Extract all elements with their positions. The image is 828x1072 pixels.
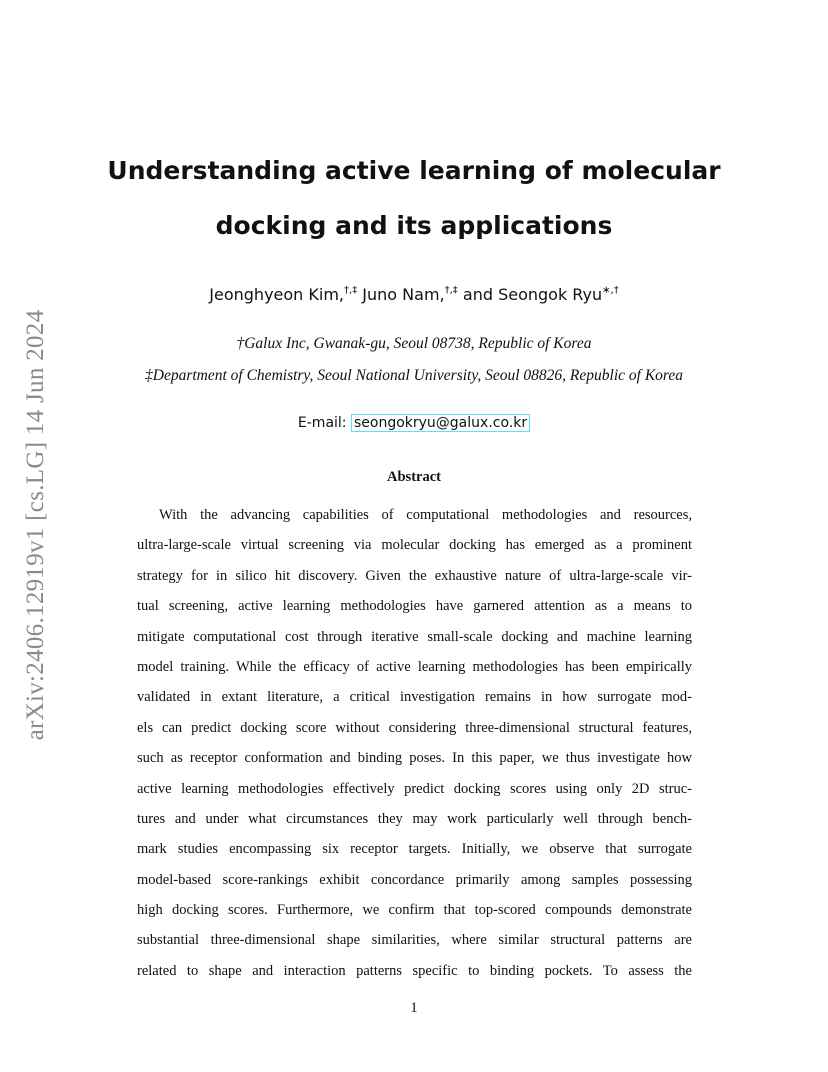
abstract-line: model-based score-rankings exhibit concordance primarily among samples possessing — [137, 871, 692, 888]
abstract-line: With the advancing capabilities of computational methodologies and resources, — [159, 507, 692, 523]
affiliation-snu-chemistry: ‡Department of Chemistry, Seoul National University, Seoul 08826, Republic of Korea — [145, 367, 683, 384]
abstract-line: tual screening, active learning methodologies have garnered attention as a means to — [137, 598, 692, 615]
abstract-line: mitigate computational cost through iterative small-scale docking and machine learning — [137, 628, 692, 645]
abstract-line: high docking scores. Furthermore, we confirm that top-scored compounds demonstrate — [137, 902, 692, 919]
abstract-line: model training. While the efficacy of active learning methodologies has been empirically — [137, 658, 692, 675]
author-name: Jeonghyeon Kim, — [209, 285, 345, 304]
abstract-line: strategy for in silico hit discovery. Given the exhaustive nature of ultra-large-scale vir- — [137, 567, 692, 584]
author-affiliation-marks: †,‡ — [344, 285, 358, 296]
abstract-line: validated in extant literature, a critical investigation remains in how surrogate mod- — [137, 689, 692, 706]
abstract-heading: Abstract — [387, 469, 441, 485]
page-number: 1 — [410, 1000, 418, 1016]
abstract-line: tures and under what circumstances they may work particularly well through bench- — [137, 810, 692, 827]
author-affiliation-marks: ∗,† — [602, 285, 619, 296]
author-affiliation-marks: †,‡ — [444, 285, 458, 296]
abstract-line: such as receptor conformation and binding poses. In this paper, we thus investigate how — [137, 750, 692, 767]
abstract-line: els can predict docking score without considering three-dimensional structural features, — [137, 719, 692, 736]
author-list — [0, 285, 828, 304]
author-name: Juno Nam, — [357, 285, 445, 304]
abstract-line: mark studies encompassing six receptor targets. Initially, we observe that surrogate — [137, 841, 692, 858]
abstract-line: ultra-large-scale virtual screening via molecular docking has emerged as a prominent — [137, 537, 692, 554]
abstract-line: related to shape and interaction patterns specific to binding pockets. To assess the — [137, 962, 692, 979]
email-link[interactable]: seongokryu@galux.co.kr — [351, 414, 530, 432]
abstract-line: substantial three-dimensional shape similarities, where similar structural patterns are — [137, 932, 692, 949]
paper-title-line-1: Understanding active learning of molecular — [107, 156, 721, 185]
email-label: E-mail: — [297, 415, 351, 431]
author-name: and Seongok Ryu — [457, 285, 603, 304]
abstract-body — [137, 505, 692, 991]
email-line — [0, 415, 828, 431]
affiliation-galux: †Galux Inc, Gwanak-gu, Seoul 08738, Republic of Korea — [236, 335, 592, 352]
arxiv-identifier: arXiv:2406.12919v1 [cs.LG] 14 Jun 2024 — [22, 309, 49, 741]
paper-title-line-2: docking and its applications — [215, 211, 613, 240]
abstract-line: active learning methodologies effectively predict docking scores using only 2D struc- — [137, 780, 692, 797]
